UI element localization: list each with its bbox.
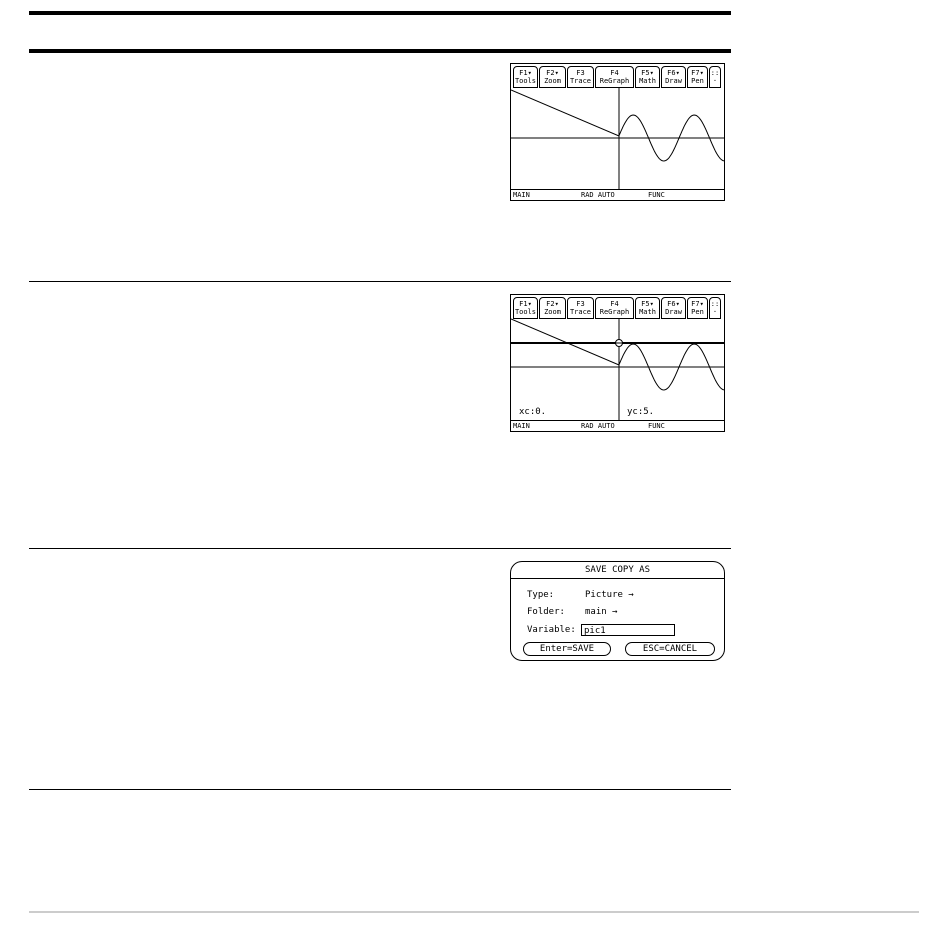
- tab-zoom[interactable]: F2▾ Zoom: [539, 66, 566, 88]
- status-mode: RAD AUTO: [581, 191, 615, 199]
- folder-value[interactable]: main →: [585, 607, 618, 617]
- calculator-graph-screen: [510, 63, 725, 201]
- type-row[interactable]: [527, 590, 634, 601]
- calculator-graph-screen-cursor: [510, 294, 725, 432]
- tab-trace[interactable]: F3 Trace: [567, 297, 594, 319]
- tab-more[interactable]: :: ·: [709, 297, 721, 319]
- folder-label: Folder:: [527, 607, 565, 617]
- section-divider: [29, 281, 731, 282]
- tab-tools[interactable]: F1▾ Tools: [513, 66, 538, 88]
- tab-more[interactable]: :: ·: [709, 66, 721, 88]
- tab-regraph[interactable]: F4 ReGraph: [595, 297, 634, 319]
- folder-row[interactable]: [527, 607, 618, 618]
- tab-draw[interactable]: F6▾ Draw: [661, 297, 686, 319]
- tab-tools[interactable]: F1▾ Tools: [513, 297, 538, 319]
- type-value[interactable]: Picture →: [585, 590, 634, 600]
- dialog-title: SAVE COPY AS: [511, 562, 724, 579]
- xc-readout: xc:0.: [519, 407, 547, 417]
- status-bar: [511, 189, 724, 200]
- yc-readout: yc:5.: [627, 407, 655, 417]
- status-folder: MAIN: [513, 422, 530, 430]
- status-graph: FUNC: [648, 422, 665, 430]
- variable-input[interactable]: pic1: [581, 624, 675, 636]
- tab-math[interactable]: F5▾ Math: [635, 66, 660, 88]
- footer-rule: [29, 911, 919, 913]
- status-mode: RAD AUTO: [581, 422, 615, 430]
- tab-pen[interactable]: F7▾ Pen: [687, 297, 708, 319]
- function-curve: [511, 90, 724, 161]
- type-label: Type:: [527, 590, 555, 600]
- enter-save-button[interactable]: Enter=SAVE: [523, 642, 611, 656]
- tab-math[interactable]: F5▾ Math: [635, 297, 660, 319]
- status-bar: [511, 420, 724, 431]
- header-rule-bottom: [29, 49, 731, 53]
- esc-cancel-button[interactable]: ESC=CANCEL: [625, 642, 715, 656]
- function-curve: [511, 319, 724, 390]
- toolbar: [513, 297, 722, 319]
- variable-label: Variable:: [527, 625, 576, 635]
- variable-row: [527, 625, 576, 636]
- status-graph: FUNC: [648, 191, 665, 199]
- tab-pen[interactable]: F7▾ Pen: [687, 66, 708, 88]
- header-rule: [29, 11, 731, 15]
- tab-draw[interactable]: F6▾ Draw: [661, 66, 686, 88]
- tab-zoom[interactable]: F2▾ Zoom: [539, 297, 566, 319]
- tab-regraph[interactable]: F4 ReGraph: [595, 66, 634, 88]
- status-folder: MAIN: [513, 191, 530, 199]
- toolbar: [513, 66, 722, 88]
- save-copy-as-dialog: [510, 561, 725, 661]
- tab-trace[interactable]: F3 Trace: [567, 66, 594, 88]
- section-divider: [29, 548, 731, 549]
- section-divider: [29, 789, 731, 790]
